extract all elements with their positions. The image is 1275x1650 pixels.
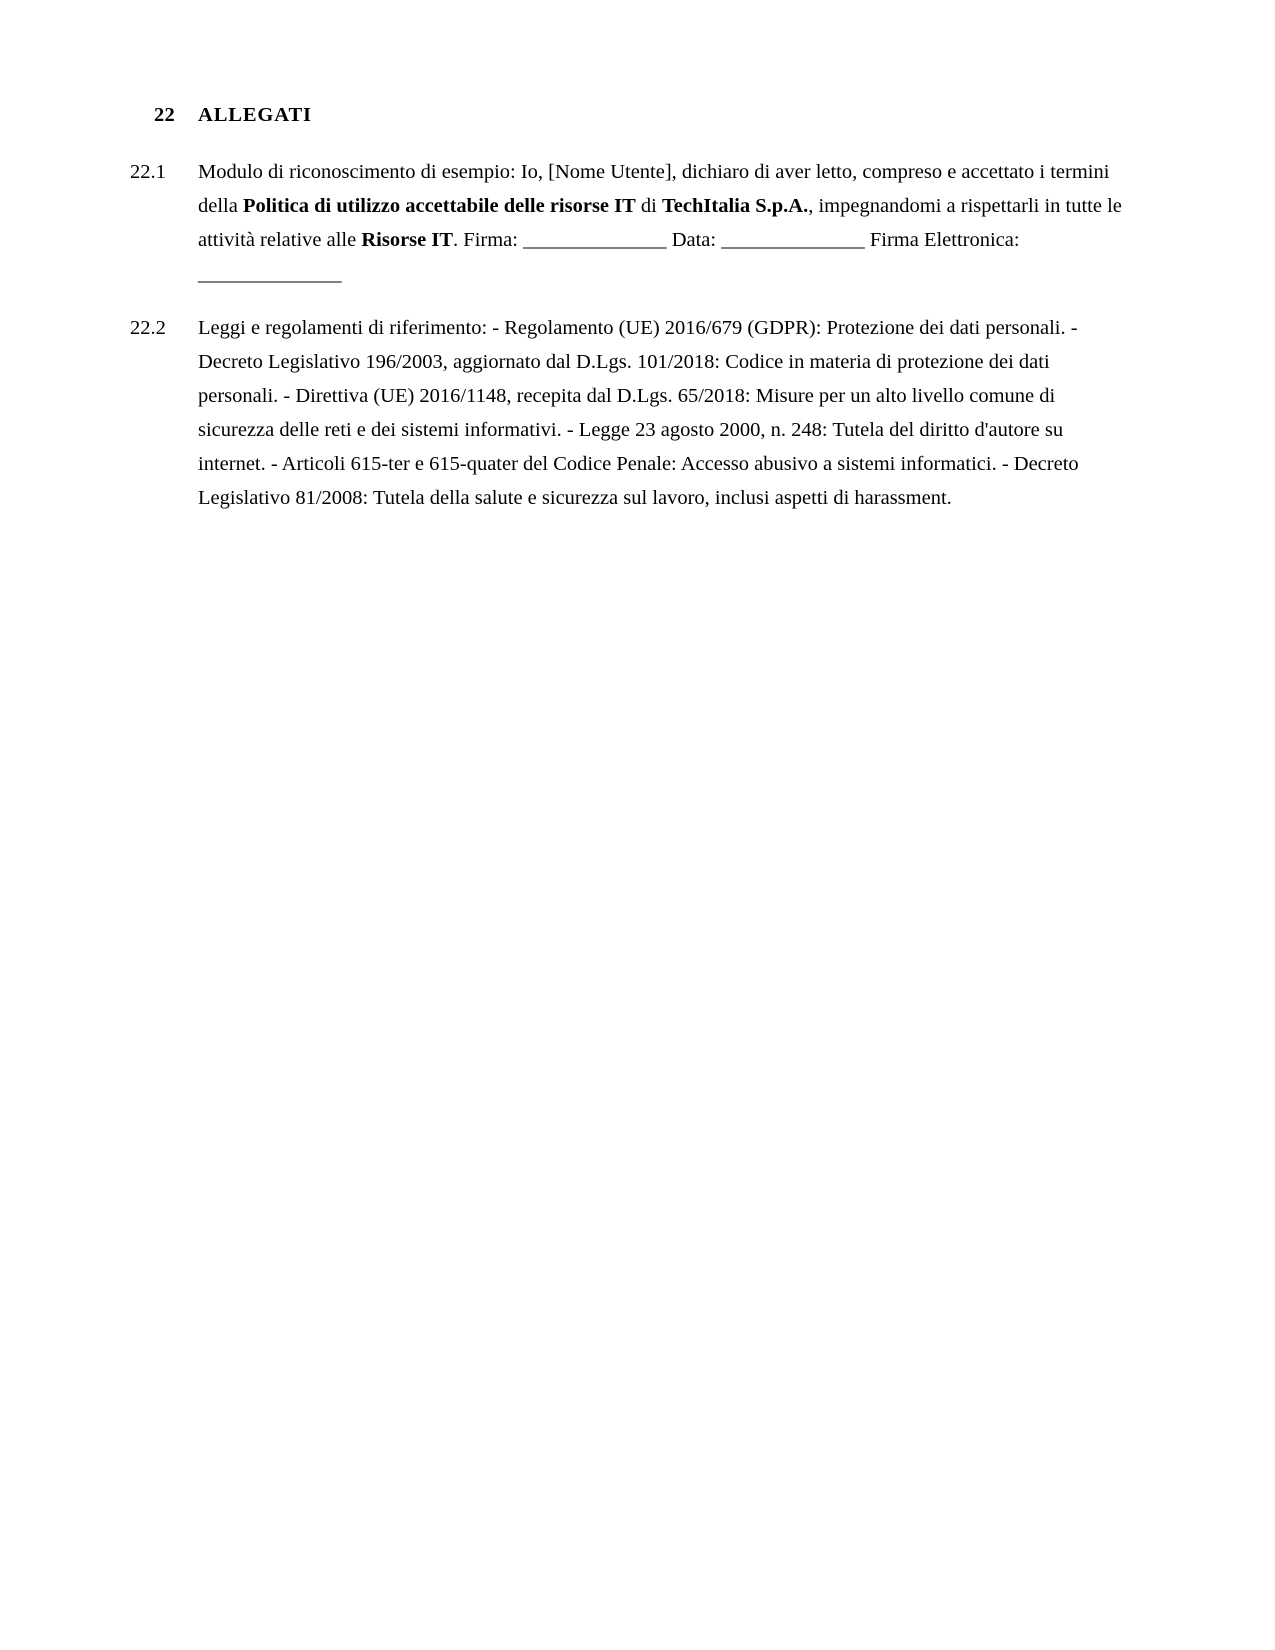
section-title: ALLEGATI	[198, 104, 312, 126]
body-text: . Firma: ______________ Data: ______________ Firma Elettronica: ______________	[198, 229, 1020, 285]
section-number: 22	[154, 104, 175, 126]
emphasis-text: TechItalia S.p.A.	[662, 195, 809, 217]
body-text: di	[635, 195, 662, 217]
clause-body	[198, 311, 1125, 515]
clause-body	[198, 155, 1125, 291]
clause-22-1	[130, 155, 1125, 291]
body-text: , impegnandomi a rispettarli in tutte le attività relative alle	[198, 195, 1122, 251]
clause-number: 22.1	[130, 161, 166, 183]
section-heading	[130, 104, 1125, 127]
body-text: Leggi e regolamenti di riferimento: - Regolamento (UE) 2016/679 (GDPR): Protezione dei dati personali. - Decreto Legislativo 196/2003, aggiornato dal D.Lgs. 101/2018: Codice in materia di protezione dei dati personali. - Direttiva (UE) 2016/1148, recepita dal D.Lgs. 65/2018: Misure per un alto livello comune di sicurezza delle reti e dei sistemi informativi. - Legge 23 agosto 2000, n. 248: Tutela del diritto d'autore su internet. - Articoli 615-ter e 615-quater del Codice Penale: Accesso abusivo a sistemi informatici. - Decreto Legislativo 81/2008: Tutela della salute e sicurezza sul lavoro, inclusi aspetti di harassment.	[198, 317, 1079, 509]
emphasis-text: Risorse IT	[361, 229, 454, 251]
emphasis-text: Politica di utilizzo accettabile delle risorse IT	[242, 195, 636, 217]
clause-22-2	[130, 311, 1125, 515]
clause-number: 22.2	[130, 317, 166, 339]
body-text: Modulo di riconoscimento di esempio: Io, [Nome Utente], dichiaro di aver letto, compreso e accettato i termini della	[198, 161, 1110, 217]
